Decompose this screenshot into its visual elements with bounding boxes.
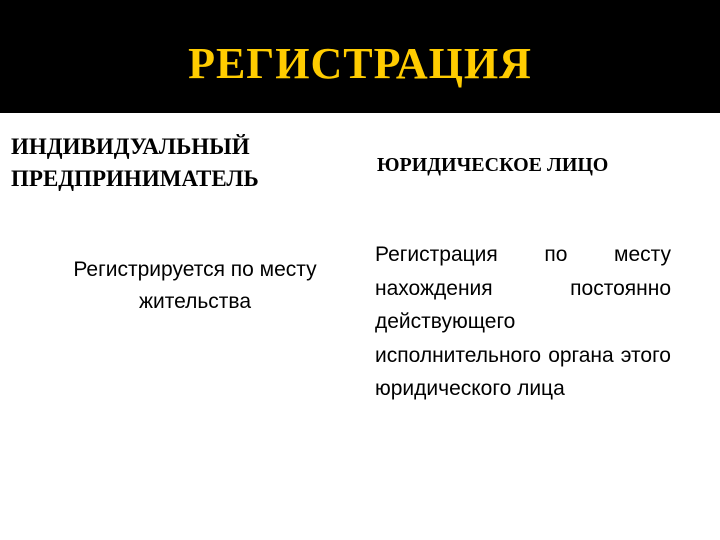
left-column-text: Регистрируется по месту жительства (73, 258, 317, 313)
right-column-heading: ЮРИДИЧЕСКОЕ ЛИЦО (377, 154, 609, 176)
left-column-heading: ИНДИВИДУАЛЬНЫЙ ПРЕДПРИНИМАТЕЛЬ (11, 134, 259, 191)
slide-title: РЕГИСТРАЦИЯ (188, 39, 532, 88)
right-column-text: Регистрация по месту нахождения постоянно действующего исполнительного органа этого юридического лица (375, 243, 671, 400)
